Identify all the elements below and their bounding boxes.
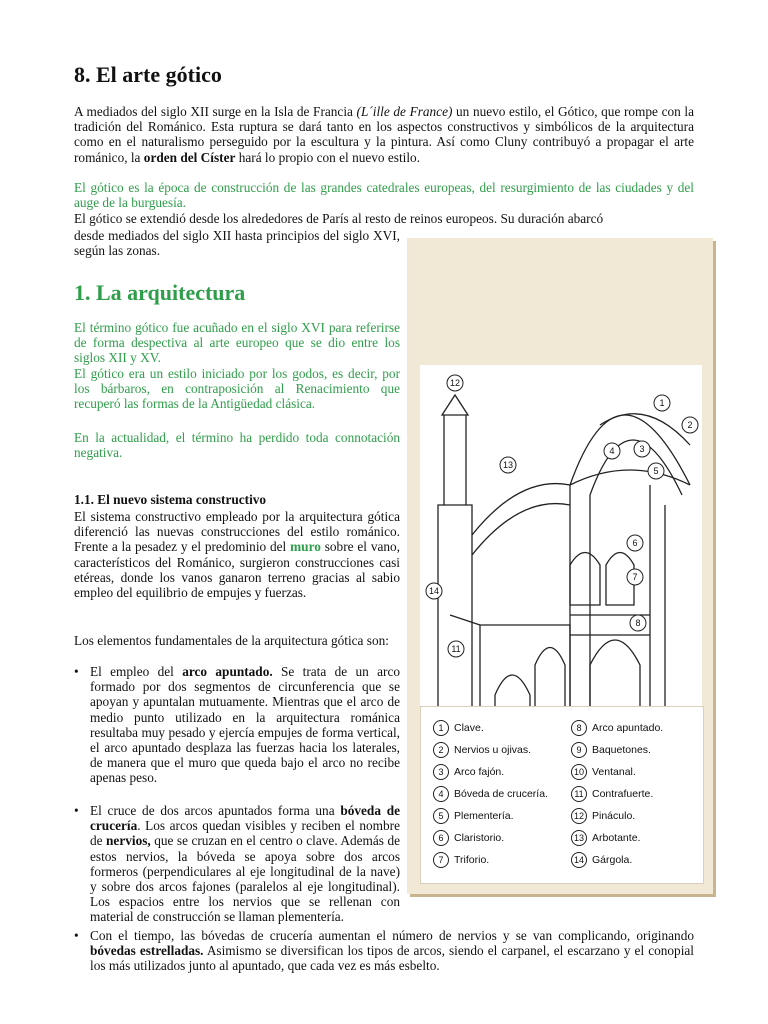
legend-item: 4 Bóveda de crucería. [433,783,548,805]
page-title: 8. El arte gótico [74,62,222,87]
legend-item: 10 Ventanal. [571,761,663,783]
callout-5: 5 [653,466,659,476]
callout-3: 3 [639,444,645,454]
callout-2: 2 [687,420,693,430]
legend-item: 1 Clave. [433,717,548,739]
callout-4: 4 [609,446,615,456]
legend-item: 2 Nervios u ojivas. [433,739,548,761]
callout-11: 11 [451,644,461,654]
legend-column-left [433,717,548,871]
green-paragraph-2: El gótico era un estilo iniciado por los godos, es decir, por los bárbaros, en contraposición al Renacimiento que recuperó las formas de la Antigüedad clásica. [74,366,400,412]
legend-item: 11 Contrafuerte. [571,783,663,805]
legend-item: 3 Arco fajón. [433,761,548,783]
elements-list-3 [74,928,694,974]
callout-12: 12 [449,378,461,388]
callout-7: 7 [632,572,638,582]
intro-paragraph-3b: desde mediados del siglo XII hasta principios del siglo XVI, según las zonas. [74,228,400,259]
intro-paragraph-3a: El gótico se extendió desde los alrededores de París al resto de reinos europeos. Su duración abarcó [74,211,604,226]
elements-intro: Los elementos fundamentales de la arquitectura gótica son: [74,633,389,648]
section-heading: 1. La arquitectura [74,280,246,305]
list-item: • El cruce de dos arcos apuntados forma una bóveda de crucería. Los arcos quedan visibles y reciben el nombre de nervios, que se cruzan en el centro o clave. Además de estos nervios, la bóveda se apoya sobre dos arcos formeros (perpendiculares al eje longitudinal de la nave) y sobre dos arcos fajones (paralelos al eje longitudinal). Los espacios entre los nervios que se rellenan con material de construcción se llaman plementería. [74,803,400,925]
list-item: • Con el tiempo, las bóvedas de crucería aumentan el número de nervios y se van complicando, originando bóvedas estrelladas. Asimismo se diversifican los tipos de arcos, siendo el carpanel, el escarzano y el conopial los más utilizados junto al apuntado, que cada vez es más esbelto. [74,928,694,974]
callout-1: 1 [659,398,665,408]
elements-list-2 [74,803,400,925]
callout-13: 13 [502,460,514,470]
intro-paragraph-1: A mediados del siglo XII surge en la Isla de Francia (L´ille de France) un nuevo estilo, el Gótico, que rompe con la tradición del Románico. Esta ruptura se dará tanto en los aspectos constructivos y simbólicos de la arquitectura como en el naturalismo perseguido por la escultura y la pintura. Así como Cluny contribuyó a propagar el arte románico, la orden del Císter hará lo propio con el nuevo estilo. [74,104,694,165]
legend-item: 13 Arbotante. [571,827,663,849]
callout-14: 14 [428,586,440,596]
legend-item: 7 Triforio. [433,849,548,871]
legend-item: 8 Arco apuntado. [571,717,663,739]
gothic-cathedral-figure [407,238,713,894]
legend-item: 9 Baquetones. [571,739,663,761]
callout-8: 8 [635,618,641,628]
legend-item: 12 Pináculo. [571,805,663,827]
system-paragraph: El sistema constructivo empleado por la arquitectura gótica diferenció las nuevas construcciones del estilo románico. Frente a la pesadez y el predominio del muro sobre el vano, característicos del Románico, surgieron construcciones casi etéreas, donde los vanos ganaron terreno gracias al sabio empleo del equilibrio de empujes y fuerzas. [74,509,400,601]
legend-item: 6 Claristorio. [433,827,548,849]
legend-item: 14 Gárgola. [571,849,663,871]
sub-heading: 1.1. El nuevo sistema constructivo [74,492,267,507]
legend-item: 5 Plementería. [433,805,548,827]
legend-column-right [571,717,663,871]
list-item: • El empleo del arco apuntado. Se trata de un arco formado por dos segmentos de circunferencia que se apoyan y apuntalan mutuamente. Mientras que el arco de medio punto utilizado en la arquitectura románica resultaba muy pesado y ejercía empujes de forma vertical, el arco apuntado desplaza las fuerzas hacia los laterales, de manera que el muro que queda bajo el arco no recibe apenas peso. [74,664,400,786]
figure-legend [420,706,704,884]
green-paragraph-3: En la actualidad, el término ha perdido toda connotación negativa. [74,430,400,461]
elements-list [74,664,400,786]
callout-6: 6 [632,538,638,548]
intro-paragraph-2: El gótico es la época de construcción de las grandes catedrales europeas, del resurgimiento de las ciudades y del auge de la burguesía. [74,180,694,211]
green-paragraph-1: El término gótico fue acuñado en el siglo XVI para referirse de forma despectiva al arte europeo que se dio entre los siglos XII y XV. [74,320,400,366]
